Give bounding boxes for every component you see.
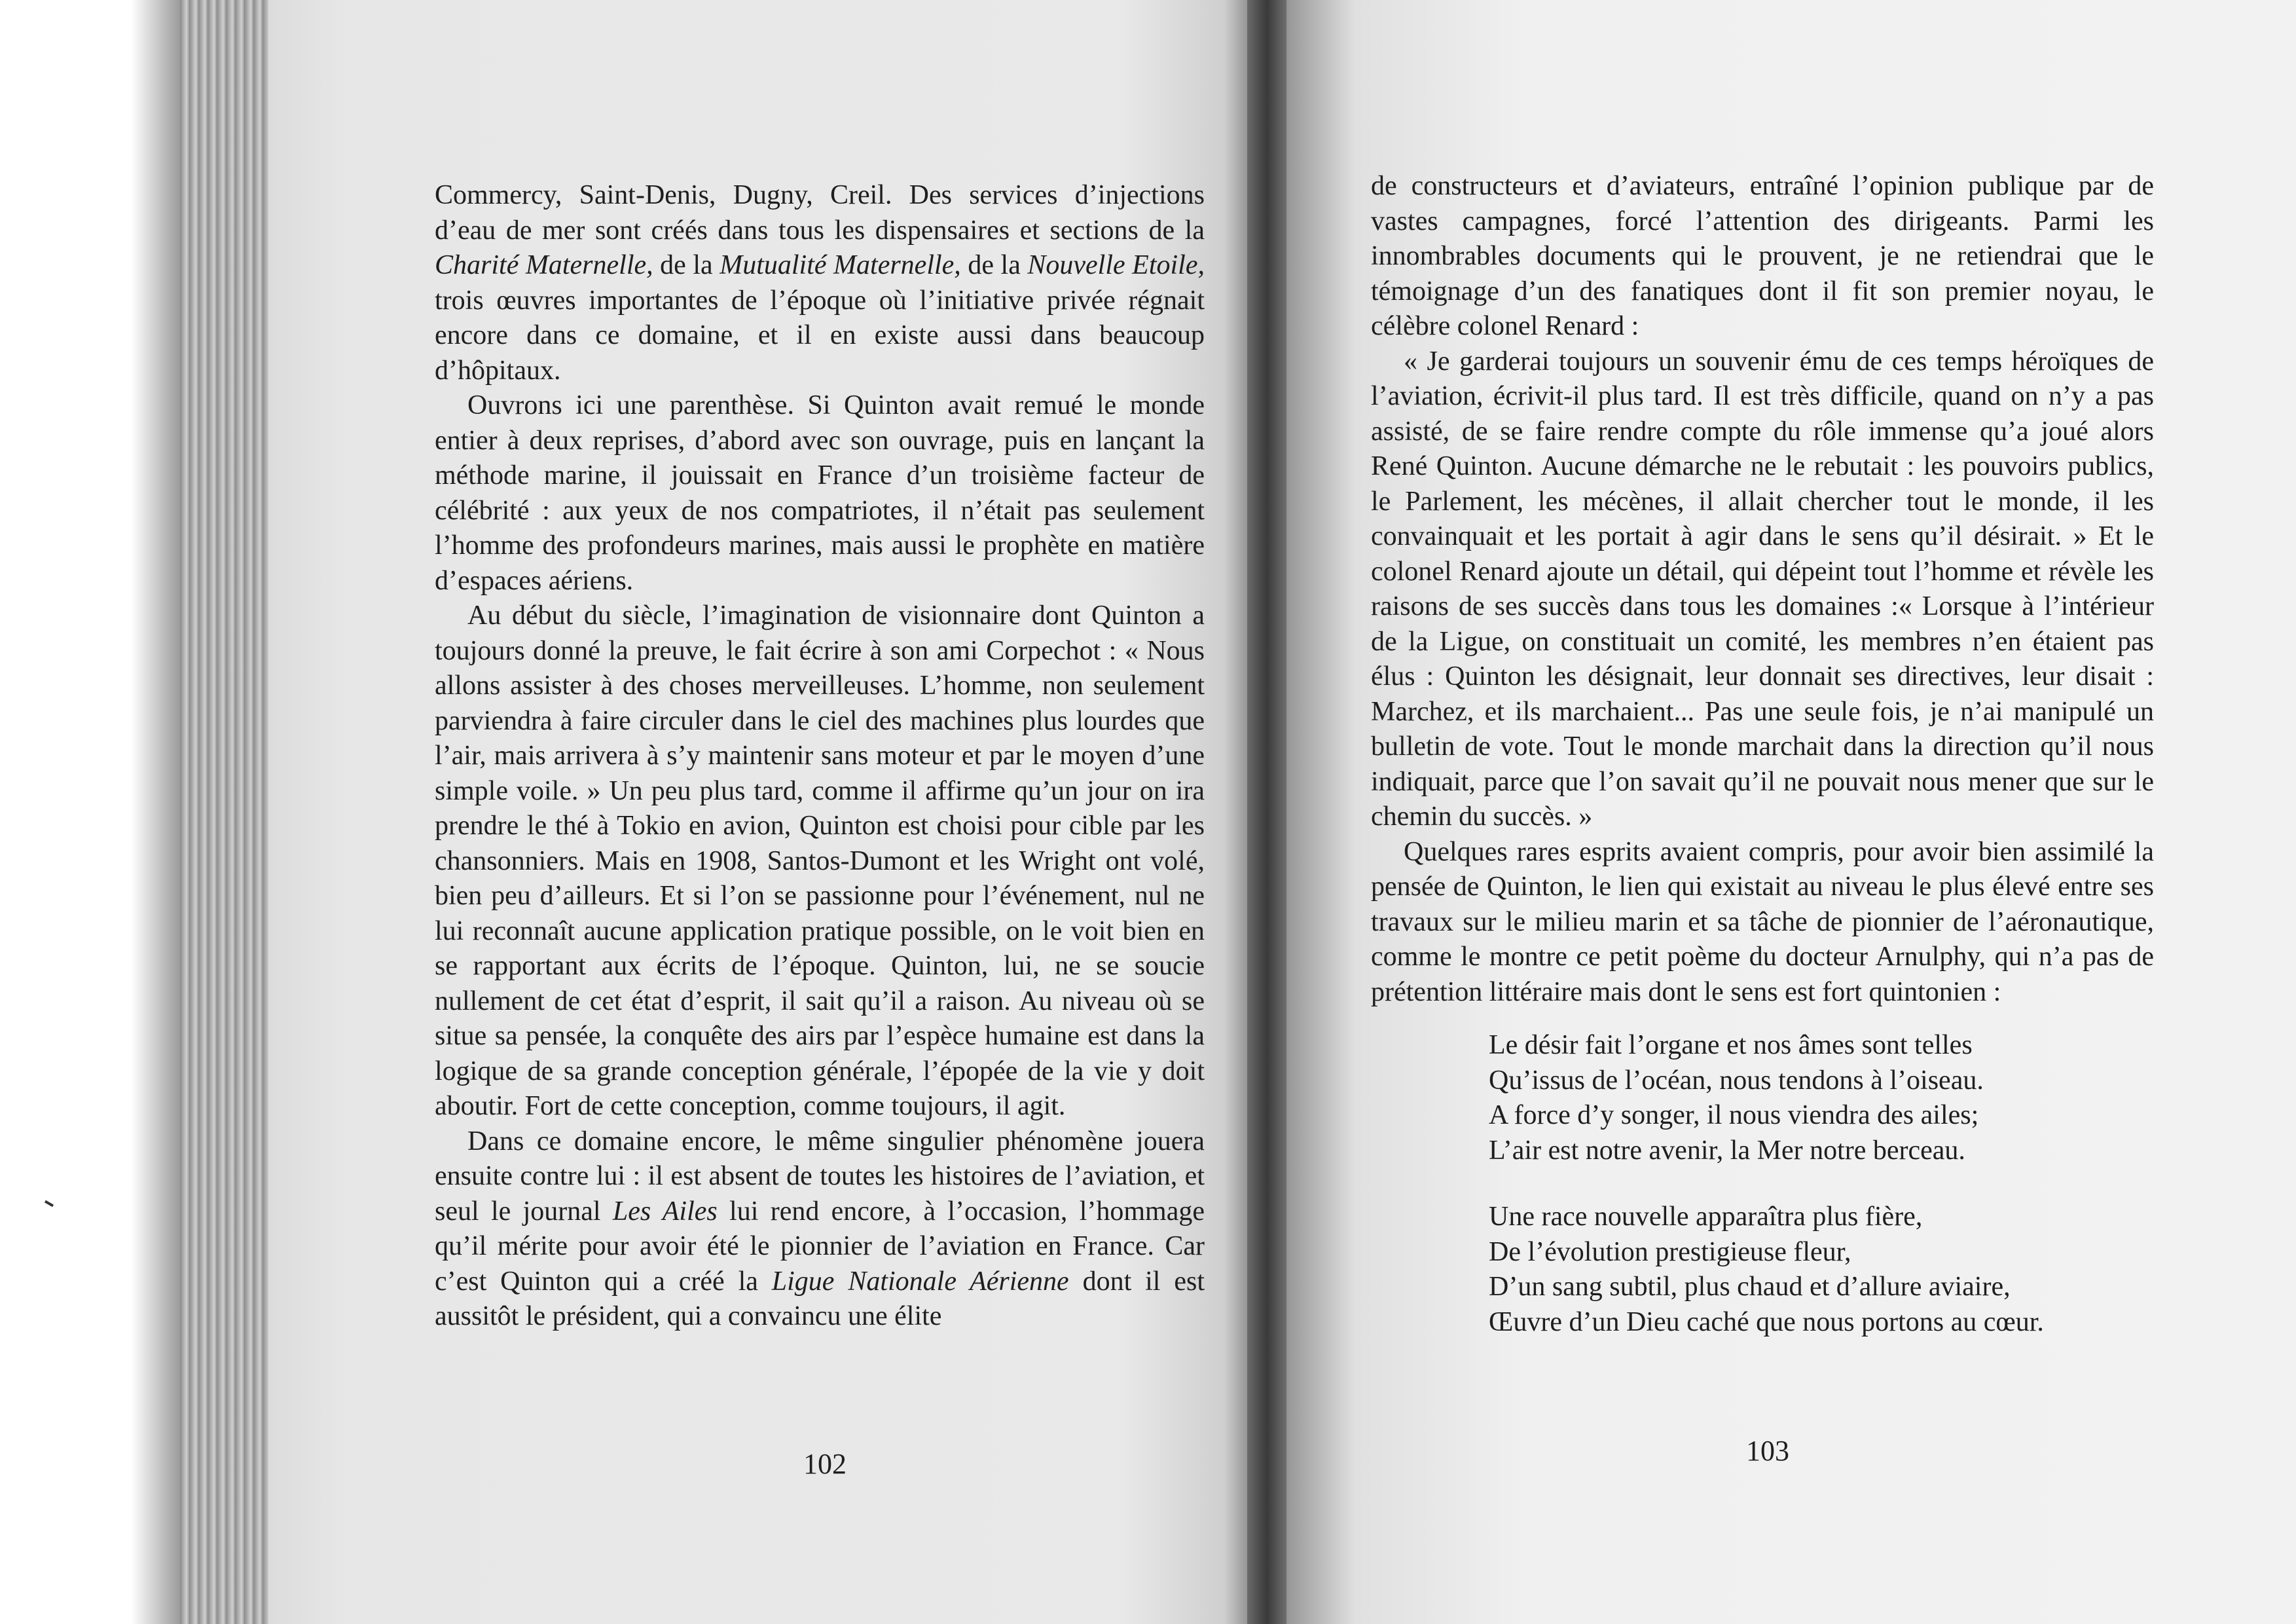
paragraph: [435, 599, 1205, 1124]
right-page-paragraphs: [1371, 169, 2154, 1010]
text-run: Commercy, Saint-Denis, Dugny, Creil. Des services d’injections d’eau de mer sont créés dans tous les dispensaires et sections de la: [435, 180, 1205, 246]
paragraph: [435, 1124, 1205, 1335]
poem-line: De l’évolution prestigieuse fleur,: [1489, 1236, 1851, 1267]
text-run: de la: [653, 250, 720, 280]
text-run: Quelques rares esprits avaient compris, pour avoir bien assimilé la pensée de Quinton, le lien qui existait au niveau le plus élevé entre ses travaux sur le milieu marin et sa tâche de pionnier de l’aéronautique, comme le montre ce petit poème du docteur Arnulphy, qui n’a pas de prétention littéraire mais dont le sens est fort quintonien :: [1371, 836, 2154, 1007]
poem-line: Qu’issus de l’océan, nous tendons à l’oiseau.: [1489, 1065, 1984, 1096]
text-run: Au début du siècle, l’imagination de visionnaire dont Quinton a toujours donné la preuve, le fait écrire à son ami Corpechot : « Nous allons assister à des choses merveilleuses. L’homme, non seulement parviendra à faire circuler dans le ciel des machines plus lourdes que l’air, mais arrivera à s’y maintenir sans moteur et par le moyen d’une simple voile. » Un peu plus tard, comme il affirme qu’un jour on ira prendre le thé à Tokio en avion, Quinton est choisi pour cible par les chansonniers. Mais en 1908, Santos-Dumont et les Wright ont volé, bien peu d’ailleurs. Et si l’on se passionne pour l’événement, nul ne lui reconnaît aucune application pratique possible, on le voit bien en se rapportant aux écrits de l’époque. Quinton, lui, ne se soucie nullement de cet état d’esprit, il sait qu’il a raison. Au niveau où se situe sa pensée, la conquête des airs par l’espèce humaine est dans la logique de sa grande conception générale, l’épopée de la vie y doit aboutir. Fort de cette conception, comme toujours, il agit.: [435, 600, 1205, 1121]
italic-text: Charité Maternelle,: [435, 250, 653, 280]
left-page-text: [435, 178, 1205, 1335]
poem: [1489, 1028, 2154, 1340]
text-run: trois œuvres importantes de l’époque où l’initiative privée régnait encore dans ce domaine, et il en existe aussi dans beaucoup d’hôpitaux.: [435, 285, 1205, 386]
paragraph: [435, 388, 1205, 599]
italic-text: Les Ailes: [612, 1196, 718, 1227]
page-edges: [180, 0, 278, 1624]
poem-line: A force d’y songer, il nous viendra des ailes;: [1489, 1100, 1979, 1130]
paragraph: [1371, 169, 2154, 344]
text-run: lui rend encore, à l’occasion, l’hommage qu’il mérite pour avoir été le pionnier de l’aviation en France. Car c’est Quinton qui a créé la: [435, 1196, 1205, 1297]
poem-line: Œuvre d’un Dieu caché que nous portons au cœur.: [1489, 1306, 2044, 1337]
text-run: de la: [960, 250, 1028, 280]
poem-line: L’air est notre avenir, la Mer notre berceau.: [1489, 1135, 1965, 1166]
page-number-left: 102: [803, 1448, 847, 1480]
book-spine: [1247, 0, 1286, 1624]
paragraph: [1371, 835, 2154, 1010]
poem-line: D’un sang subtil, plus chaud et d’allure aviaire,: [1489, 1272, 2011, 1302]
scan-margin: [0, 0, 196, 1624]
text-run: dont il est aussitôt le président, qui a convaincu une élite: [435, 1266, 1205, 1331]
text-run: Ouvrons ici une parenthèse. Si Quinton avait remué le monde entier à deux reprises, d’abord avec son ouvrage, puis en lançant la méthode marine, il jouissait en France d’un troisième facteur de célébrité : aux yeux de nos compatriotes, il n’était pas seulement l’homme des profondeurs marines, mais aussi le prophète en matière d’espaces aériens.: [435, 390, 1205, 596]
text-run: « Je garderai toujours un souvenir ému de ces temps héroïques de l’aviation, écrivit-il plus tard. Il est très difficile, quand on n’y a pas assisté, de se faire rendre compte du rôle immense qu’a joué alors René Quinton. Aucune démarche ne le rebutait : les pouvoirs publics, le Parlement, les mécènes, il allait chercher tout le monde, il les convainquait et les portait à agir dans le sens qu’il désirait. » Et le colonel Renard ajoute un détail, qui dépeint tout l’homme et révèle les raisons de ses succès dans tous les domaines :« Lorsque à l’intérieur de la Ligue, on constituait un comité, les membres n’en étaient pas élus : Quinton les désignait, leur donnait ses directives, leur disait : Marchez, et ils marchaient... Pas une seule fois, je n’ai manipulé un bulletin de vote. Tout le monde marchait dans la direction qu’il nous indiquait, parce que l’on savait qu’il ne pouvait nous mener que sur le chemin du succès. »: [1371, 346, 2154, 832]
poem-line: Une race nouvelle apparaîtra plus fière,: [1489, 1202, 1923, 1232]
text-run: de constructeurs et d’aviateurs, entraîné l’opinion publique par de vastes campagnes, forcé l’attention des dirigeants. Parmi les innombrables documents qui le prouvent, je ne retiendrai que le témoignage d’un des fanatiques dont il fit son premier noyau, le célèbre colonel Renard :: [1371, 171, 2154, 341]
italic-text: Ligue Nationale Aérienne: [771, 1266, 1069, 1297]
paragraph: [1371, 344, 2154, 835]
paragraph: [435, 178, 1205, 388]
poem-stanza: [1489, 1028, 2154, 1168]
right-page-text: [1371, 169, 2154, 1340]
italic-text: Mutualité Maternelle,: [720, 250, 961, 280]
poem-line: Le désir fait l’organe et nos âmes sont telles: [1489, 1030, 1973, 1060]
text-run: Dans ce domaine encore, le même singulier phénomène jouera ensuite contre lui : il est absent de toutes les histoires de l’aviation, et seul le journal: [435, 1126, 1205, 1227]
italic-text: Nouvelle Etoile,: [1027, 250, 1205, 280]
page-number-right: 103: [1746, 1435, 1789, 1467]
poem-stanza: [1489, 1200, 2154, 1340]
